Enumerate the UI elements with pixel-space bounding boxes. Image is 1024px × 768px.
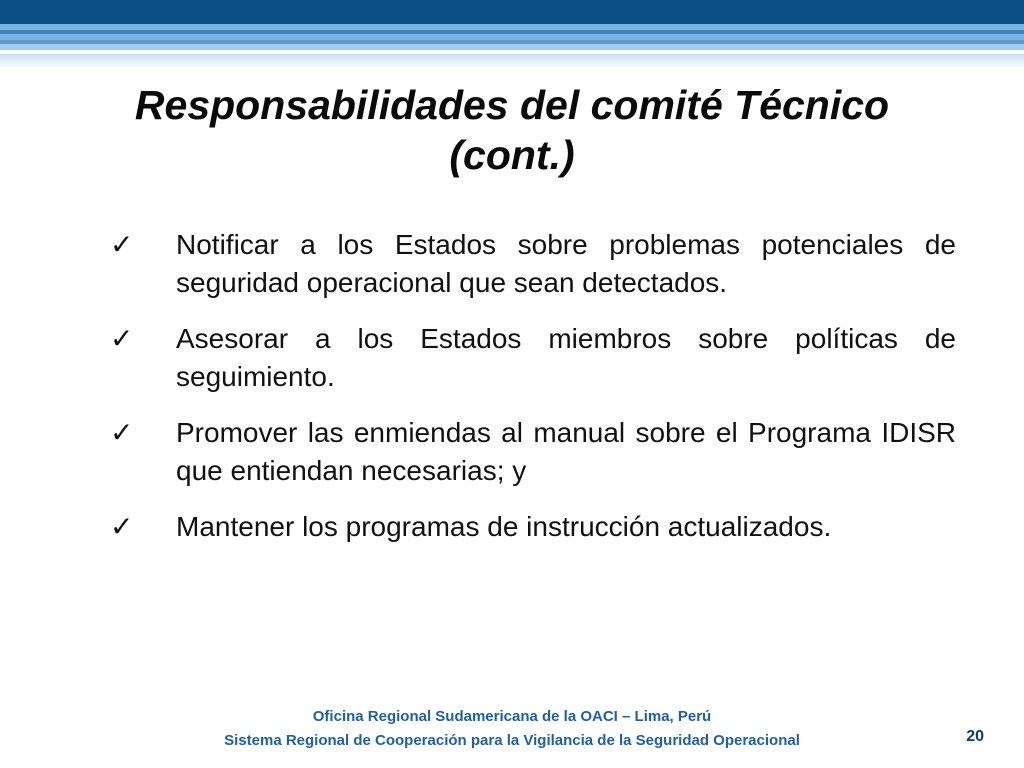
slide-title-line2: (cont.) xyxy=(449,132,575,178)
list-item xyxy=(110,508,956,546)
header-band-fade xyxy=(0,54,1024,68)
bullet-text: Asesorar a los Estados miembros sobre políticas de seguimiento. xyxy=(176,323,956,392)
list-item xyxy=(110,414,956,490)
list-item xyxy=(110,320,956,396)
check-icon: ✓ xyxy=(110,511,134,542)
slide-title-line1: Responsabilidades del comité Técnico xyxy=(134,82,890,128)
page-number: 20 xyxy=(966,728,984,745)
bullet-text: Promover las enmiendas al manual sobre el Programa IDISR que entiendan necesarias; y xyxy=(176,417,956,486)
bullet-text: Mantener los programas de instrucción actualizados. xyxy=(176,511,832,542)
list-item xyxy=(110,226,956,302)
bullet-list xyxy=(110,226,956,564)
check-icon: ✓ xyxy=(110,323,134,354)
header-band xyxy=(0,0,1024,68)
footer-office: Oficina Regional Sudamericana de la OACI – Lima, Perú xyxy=(312,708,712,725)
header-band-dark xyxy=(0,0,1024,24)
bullet-text: Notificar a los Estados sobre problemas potenciales de seguridad operacional que sean detectados. xyxy=(176,229,956,298)
footer-system: Sistema Regional de Cooperación para la Vigilancia de la Seguridad Operacional xyxy=(224,732,800,749)
slide-title xyxy=(40,80,984,180)
header-band-stripe xyxy=(0,44,1024,50)
check-icon: ✓ xyxy=(110,417,134,448)
check-icon: ✓ xyxy=(110,229,134,260)
